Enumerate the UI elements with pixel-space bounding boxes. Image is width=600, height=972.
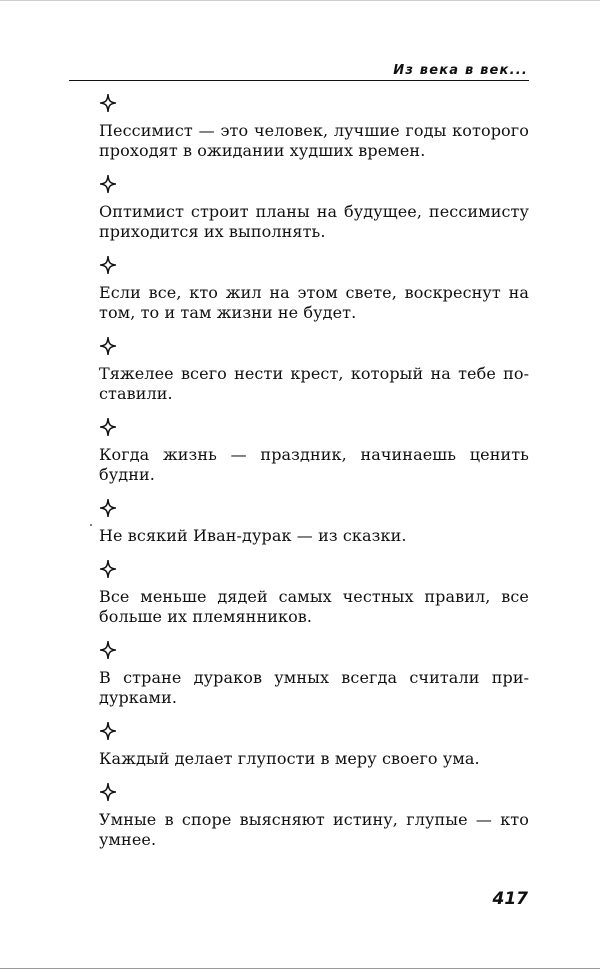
page-bottom-edge [0, 968, 600, 969]
four-point-star-icon [100, 94, 116, 112]
print-speck [90, 524, 92, 526]
running-head: Из века в век... [393, 63, 528, 78]
four-point-star-icon [100, 722, 116, 740]
four-point-star-icon [100, 256, 116, 274]
header-rule [69, 80, 529, 81]
four-point-star-icon [100, 175, 116, 193]
four-point-star-icon [100, 499, 116, 517]
aphorism-text: В стране дураков умных всегда считали придурками. [99, 668, 529, 707]
four-point-star-icon [100, 560, 116, 578]
aphorism-text: Когда жизнь — праздник, начинаешь ценить будни. [99, 445, 529, 484]
aphorism-text: Умные в споре выясняют истину, глупые — кто умнее. [99, 810, 529, 849]
aphorism-entry [99, 560, 529, 627]
four-point-star-icon [100, 418, 116, 436]
aphorism-entry [99, 499, 529, 546]
aphorism-entry [99, 256, 529, 323]
aphorism-text: Не всякий Иван-дурак — из сказки. [99, 526, 407, 545]
aphorism-text: Пессимист — это человек, лучшие годы которого проходят в ожидании худших времен. [99, 121, 529, 160]
aphorism-text: Оптимист строит планы на будущее, пессимисту приходится их выполнять. [99, 202, 529, 241]
aphorism-text: Если все, кто жил на этом свете, воскреснут на том, то и там жизни не будет. [99, 283, 529, 322]
aphorism-entry [99, 94, 529, 161]
aphorism-text: Тяжелее всего нести крест, который на тебе поставили. [99, 364, 529, 403]
aphorism-entry [99, 641, 529, 708]
aphorism-entry [99, 337, 529, 404]
aphorism-entry [99, 175, 529, 242]
aphorism-entry [99, 783, 529, 850]
page-number: 417 [492, 889, 528, 909]
four-point-star-icon [100, 783, 116, 801]
aphorism-list [99, 94, 529, 864]
aphorism-entry [99, 722, 529, 769]
four-point-star-icon [100, 641, 116, 659]
aphorism-entry [99, 418, 529, 485]
page-top-edge [0, 0, 600, 1]
aphorism-text: Все меньше дядей самых честных правил, все больше их племянников. [99, 587, 529, 626]
four-point-star-icon [100, 337, 116, 355]
aphorism-text: Каждый делает глупости в меру своего ума. [99, 749, 480, 768]
